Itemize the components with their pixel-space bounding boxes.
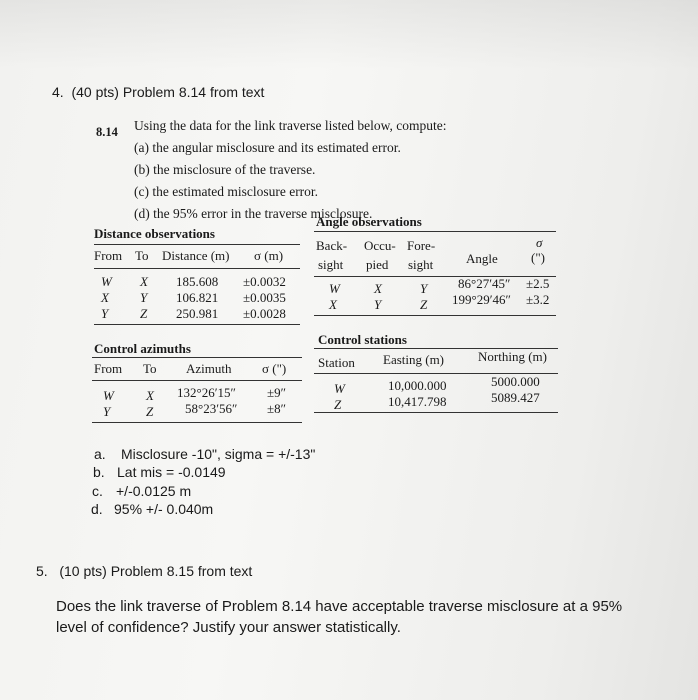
angle-header-sight: sight <box>318 257 344 272</box>
question-5-label: 5. <box>36 563 48 579</box>
angle-cell: ±2.5 <box>526 276 550 291</box>
distance-cell: X <box>140 274 148 289</box>
question-5-header <box>36 563 252 579</box>
angle-header-sigma-unit: (") <box>531 250 545 265</box>
question-4-title: (40 pts) Problem 8.14 from text <box>71 84 265 100</box>
angle-header-fore: Fore- <box>407 238 436 253</box>
answer-label: a. <box>94 446 106 462</box>
azimuth-header-from: From <box>94 361 123 376</box>
angle-cell: X <box>374 281 382 296</box>
azimuth-cell: 132°26′15″ <box>177 385 236 400</box>
azimuth-cell: W <box>103 388 114 403</box>
question-5-body: Does the link traverse of Problem 8.14 have acceptable traverse misclosure at a 95% level of confidence? Justify your answer statistically. <box>56 598 623 636</box>
azimuth-cell: ±9″ <box>267 385 287 400</box>
problem-part-d: (d) the 95% error in the traverse misclosure. <box>134 206 373 221</box>
angle-header-sigma: σ <box>536 235 543 250</box>
azimuth-cell: X <box>146 388 154 403</box>
stations-table-rule-bottom <box>314 412 558 413</box>
angle-cell: Y <box>420 281 428 296</box>
problem-part-b: (b) the misclosure of the traverse. <box>134 162 316 177</box>
stations-cell: 10,000.000 <box>388 378 447 393</box>
angle-header-angle: Angle <box>466 251 498 266</box>
angle-table-rule-top <box>314 231 556 232</box>
page-shadow <box>0 0 698 70</box>
azimuth-table-rule-bottom <box>92 422 302 423</box>
azimuth-table-rule-mid <box>92 380 302 381</box>
question-5-title: (10 pts) Problem 8.15 from text <box>59 563 253 579</box>
answer-label: b. <box>93 464 105 480</box>
distance-cell: ±0.0032 <box>243 274 286 289</box>
angle-cell: Z <box>420 297 428 312</box>
stations-cell: 5000.000 <box>491 374 540 389</box>
distance-cell: 250.981 <box>176 306 219 321</box>
stations-header-easting: Easting (m) <box>383 352 445 367</box>
angle-cell: 199°29′46″ <box>452 292 511 307</box>
azimuth-table-rule-top <box>92 357 302 358</box>
distance-table-title: Distance observations <box>94 226 215 241</box>
answer-label: d. <box>91 501 103 517</box>
distance-cell: Y <box>140 290 148 305</box>
distance-cell: X <box>101 290 109 305</box>
problem-part-c: (c) the estimated misclosure error. <box>134 184 319 199</box>
distance-cell: Y <box>101 306 109 321</box>
distance-header-to: To <box>135 248 149 263</box>
stations-table-title: Control stations <box>318 332 407 347</box>
distance-header-distance: Distance (m) <box>162 248 230 263</box>
distance-table-rule-bottom <box>94 324 300 325</box>
problem-number: 8.14 <box>96 125 118 139</box>
distance-cell: ±0.0035 <box>243 290 286 305</box>
azimuth-cell: ±8″ <box>267 401 287 416</box>
answer-text: Misclosure -10", sigma = +/-13" <box>121 446 316 462</box>
answer-label: c. <box>92 483 103 499</box>
angle-cell: W <box>329 281 340 296</box>
stations-cell: Z <box>334 397 342 412</box>
angle-header-occu: Occu- <box>364 238 396 253</box>
distance-header-from: From <box>94 248 123 263</box>
question-4-header <box>52 84 264 100</box>
angle-table-rule-bottom <box>314 315 556 316</box>
distance-cell: 106.821 <box>176 290 219 305</box>
angle-cell: 86°27′45″ <box>458 276 511 291</box>
stations-cell: 5089.427 <box>491 390 540 405</box>
distance-header-sigma: σ (m) <box>254 248 284 263</box>
distance-table-rule-top <box>94 244 300 245</box>
azimuth-cell: Y <box>103 404 111 419</box>
angle-header-pied: pied <box>366 257 389 272</box>
problem-intro: Using the data for the link traverse listed below, compute: <box>134 118 447 133</box>
angle-cell: Y <box>374 297 382 312</box>
answer-text: +/-0.0125 m <box>116 483 192 499</box>
angle-header-back: Back- <box>316 238 348 253</box>
distance-cell: 185.608 <box>176 274 219 289</box>
distance-cell: Z <box>140 306 148 321</box>
azimuth-cell: Z <box>146 404 154 419</box>
stations-cell: W <box>334 381 345 396</box>
distance-cell: ±0.0028 <box>243 306 286 321</box>
angle-cell: ±3.2 <box>526 292 550 307</box>
azimuth-cell: 58°23′56″ <box>185 401 238 416</box>
stations-cell: 10,417.798 <box>388 394 447 409</box>
azimuth-header-to: To <box>143 361 157 376</box>
angle-cell: X <box>329 297 337 312</box>
distance-table-rule-mid <box>94 268 300 269</box>
angle-table-rule-mid <box>314 276 556 277</box>
angle-header-fsight: sight <box>408 257 434 272</box>
stations-header-station: Station <box>318 355 355 370</box>
angle-table-title: Angle observations <box>316 214 422 229</box>
answer-text: 95% +/- 0.040m <box>114 501 214 517</box>
question-4-label: 4. <box>52 84 64 100</box>
distance-cell: W <box>101 274 112 289</box>
azimuth-header-sigma: σ (") <box>262 361 287 376</box>
azimuth-header-azimuth: Azimuth <box>186 361 232 376</box>
answer-text: Lat mis = -0.0149 <box>117 464 226 480</box>
problem-part-a: (a) the angular misclosure and its estimated error. <box>134 140 401 155</box>
azimuth-table-title: Control azimuths <box>94 341 191 356</box>
stations-header-northing: Northing (m) <box>478 349 547 364</box>
